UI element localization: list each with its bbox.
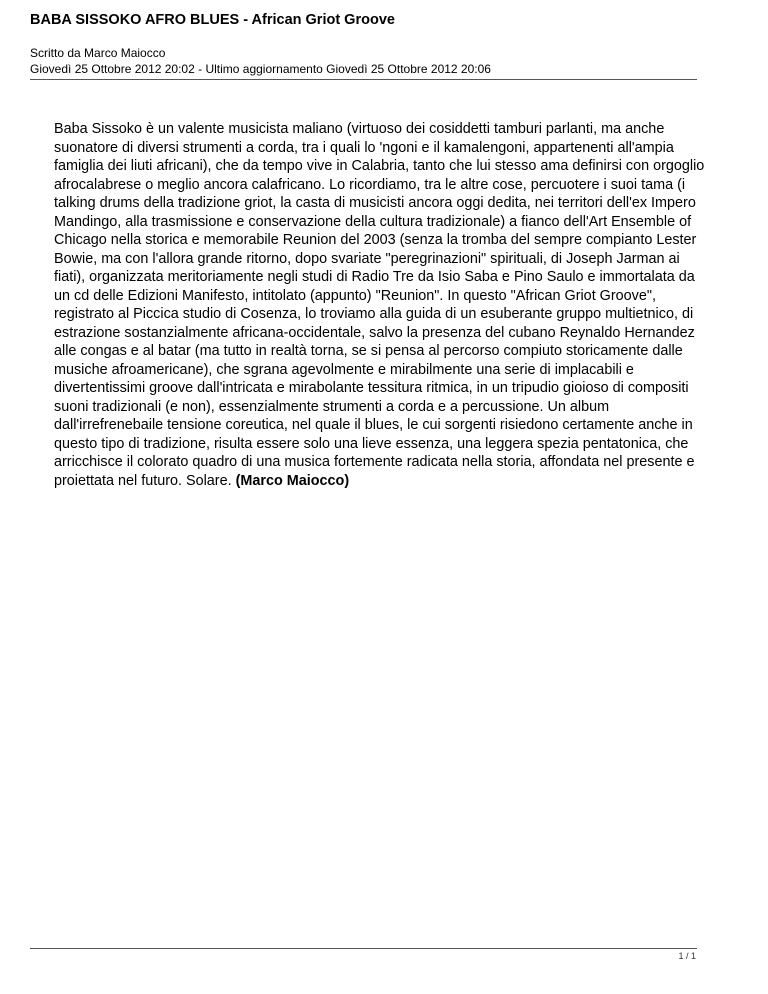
article-signature: (Marco Maiocco)	[235, 472, 350, 489]
header-divider	[30, 79, 697, 80]
article-text: Baba Sissoko è un valente musicista maliano (virtuoso dei cosiddetti tamburi parlanti, ma anche suonatore di diversi strumenti a corda, tra i quali lo 'ngoni e il kamalengoni, appartenenti all'ampia famiglia dei liuti africani), che da tempo vive in Calabria, tanto che lui stesso ama definirsi con orgoglio afrocalabrese o meglio ancora calafricano. Lo ricordiamo, tra le altre cose, percuotere i suoi tama (i talking drums della tradizione griot, la casta di musicisti ancora oggi dedita, nei territori dell'ex Impero Mandingo, alla trasmissione e conservazione della cultura tradizionale) a fianco dell'Art Ensemble of Chicago nella storica e memorabile Reunion del 2003 (senza la tromba del sempre compianto Lester Bowie, ma con l'allora grande ritorno, dopo svariate "peregrinazioni" spirituali, di Joseph Jarman ai fiati), organizzata meritoriamente negli studi di Radio Tre da Isio Saba e Pino Saulo e immortalata da un cd delle Edizioni Manifesto, intitolato (appunto) "Reunion". In questo "African Griot Groove", registrato al Piccica studio di Cosenza, lo troviamo alla guida di un esuberante gruppo multietnico, di estrazione sostanzialmente africana-occidentale, salvo la presenza del cubano Reynaldo Hernandez alle congas e al batar (ma tutto in realtà torna, se si pensa al percorso compiuto storicamente dalle musiche afroamericane), che sgrana agevolmente e mirabilmente una serie di implacabili e divertentissimi groove dall'intricata e mirabolante tessitura ritmica, in un tripudio gioioso di compositi suoni tradizionali (e non), essenzialmente strumenti a corda e a percussione. Un album dall'irrefrenebaile tensione coreutica, nel quale il blues, le cui sorgenti risiedono certamente anche in questo tipo di tradizione, risulta essere solo una lieve essenza, una leggera spezia pentatonica, che arricchisce il colorato quadro di una musica fortemente radicata nella storia, affondata nel presente e proiettata nel futuro. Solare.	[54, 121, 705, 489]
footer-divider	[30, 948, 697, 949]
page-title: BABA SISSOKO AFRO BLUES - African Griot Groove	[30, 12, 395, 28]
article-meta	[30, 45, 491, 77]
article-body	[54, 120, 714, 490]
date-line: Giovedì 25 Ottobre 2012 20:02 - Ultimo aggiornamento Giovedì 25 Ottobre 2012 20:06	[30, 62, 491, 76]
author-line: Scritto da Marco Maiocco	[30, 46, 166, 60]
page-number: 1 / 1	[678, 951, 696, 961]
